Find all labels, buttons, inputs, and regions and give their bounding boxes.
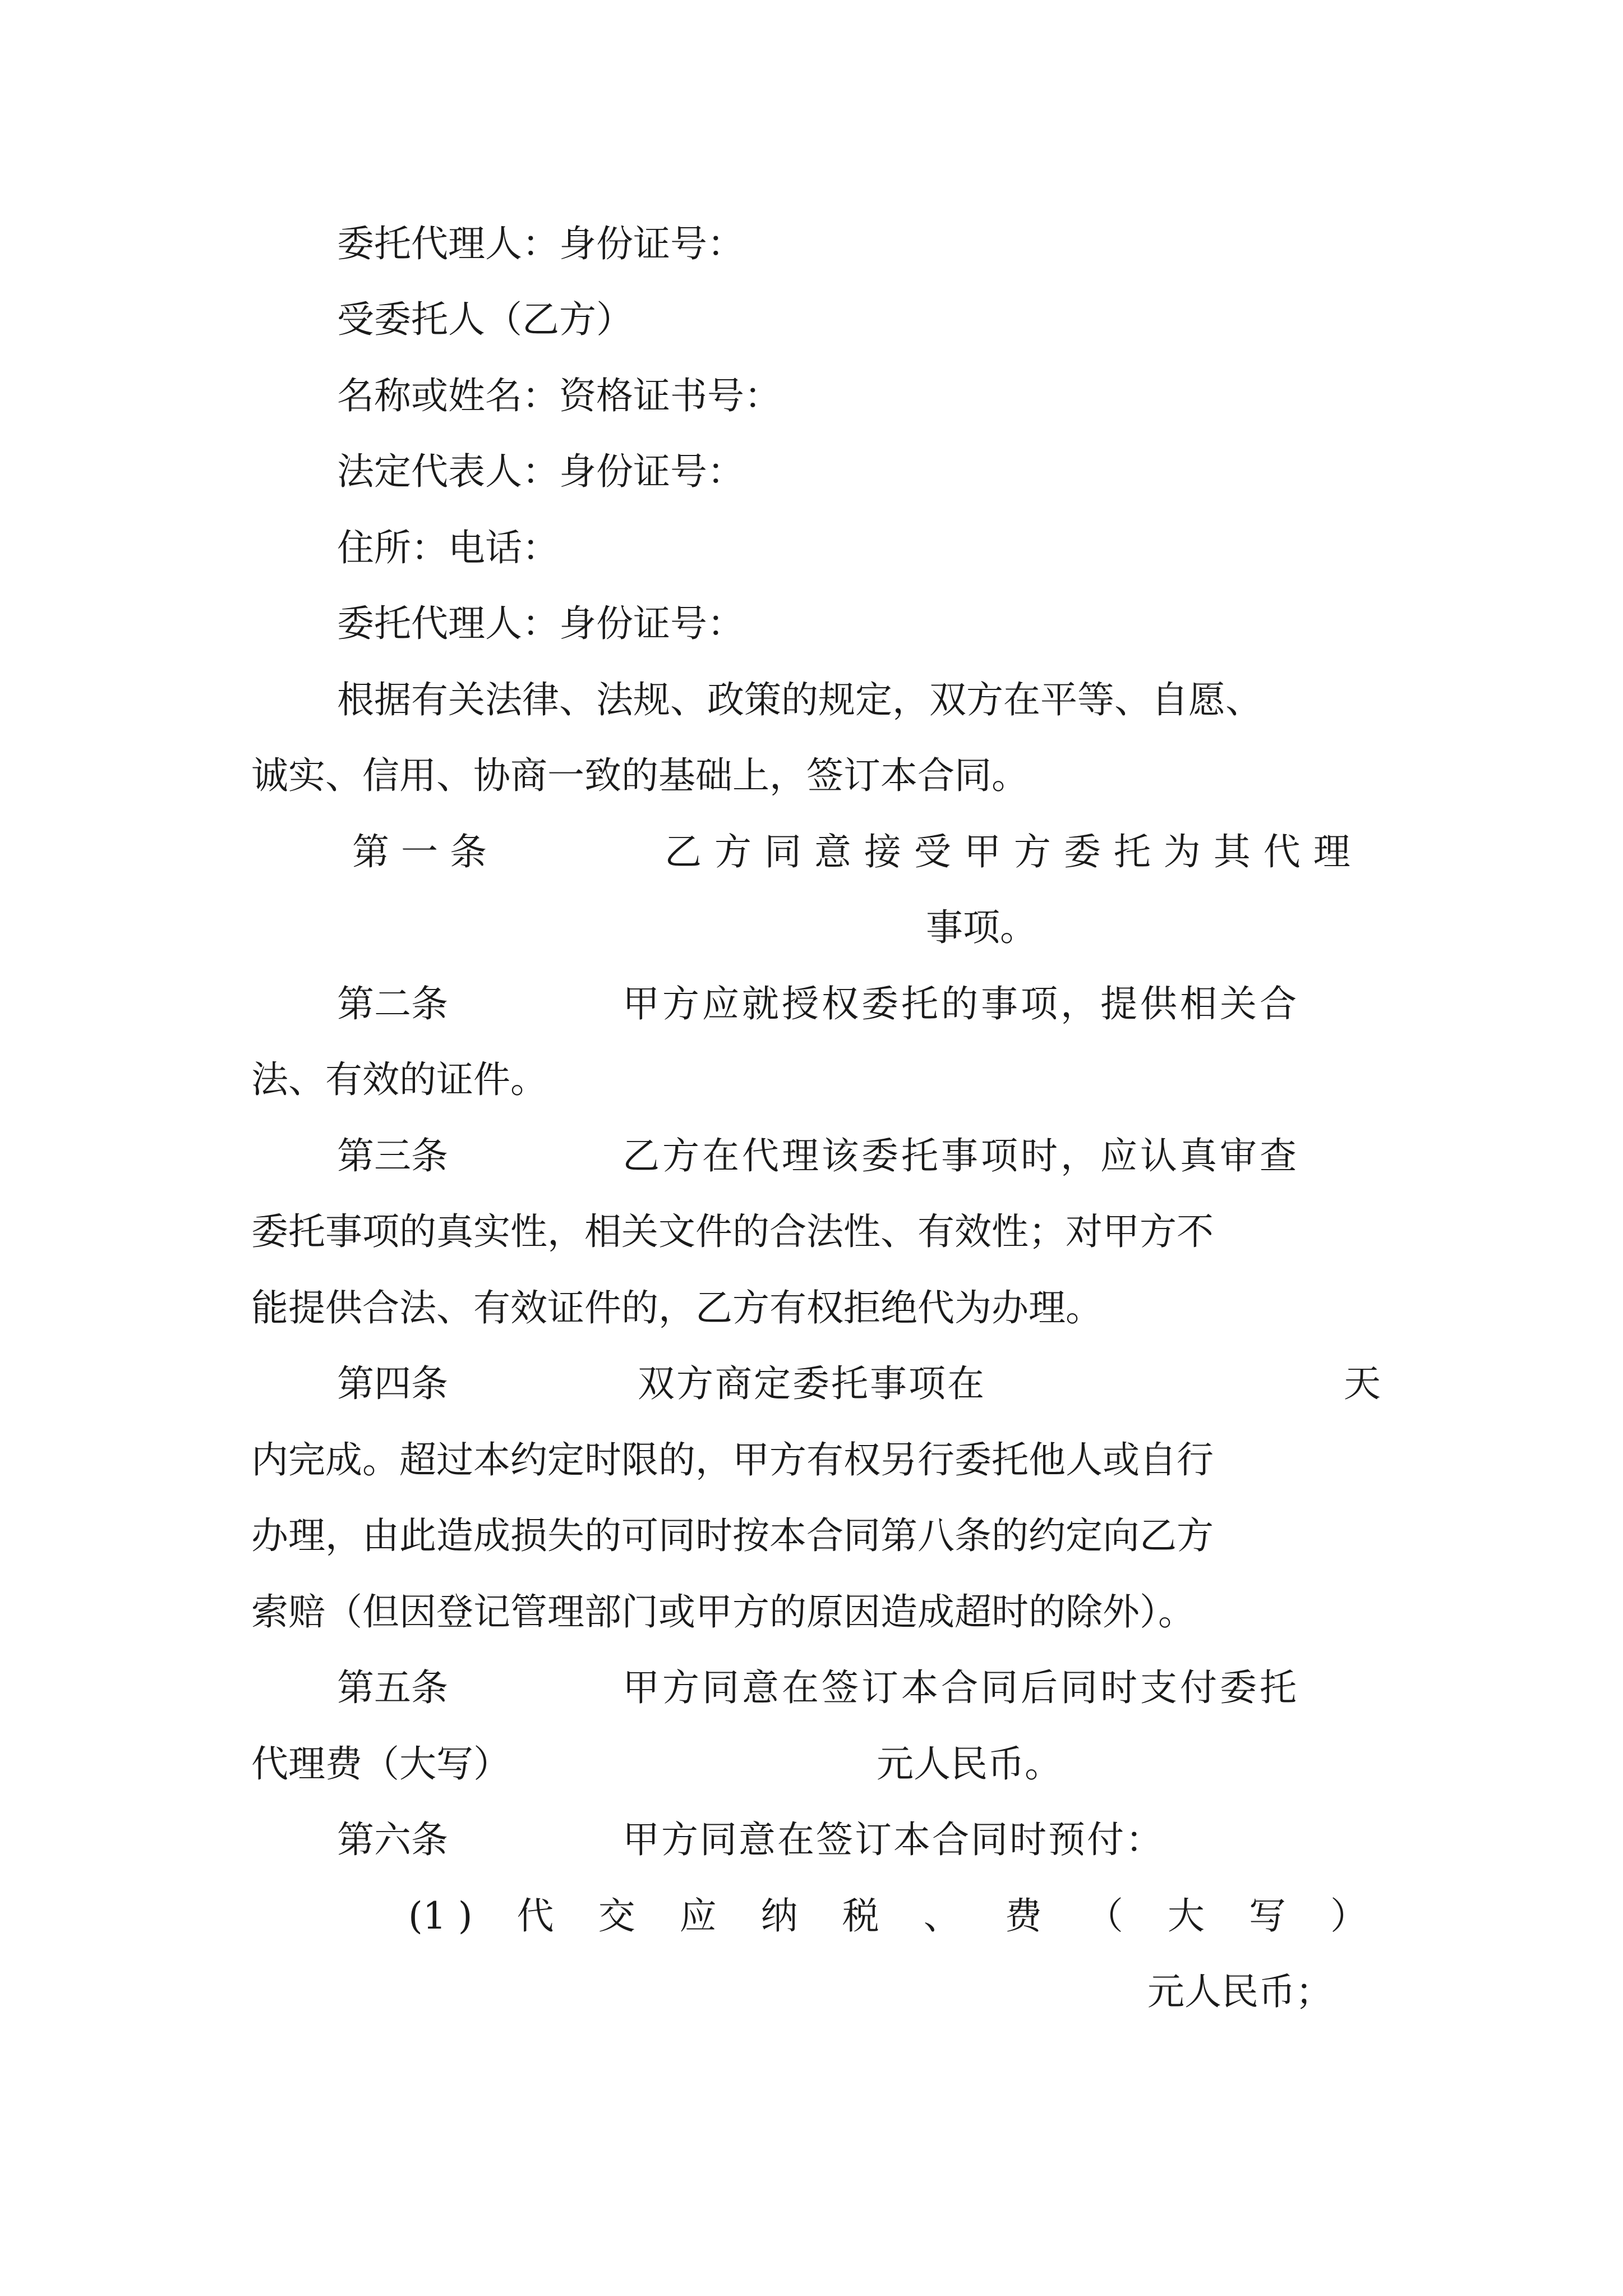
article-6-text: 甲方同意在签订本合同时预付： <box>623 1818 1164 1861</box>
item-1-part: 代 <box>517 1894 554 1938</box>
item-1-part: 应 <box>679 1894 717 1938</box>
item-1-part: ） <box>1330 1894 1367 1938</box>
article-6-label: 第六条 <box>337 1818 448 1861</box>
article-4-line-3: 办理，由此造成损失的可同时按本合同第八条的约定向乙方 <box>251 1514 1214 1557</box>
item-1-part: 大 <box>1167 1894 1205 1938</box>
article-4-days: 天 <box>1344 1362 1381 1405</box>
article-5-text: 甲方同意在签订本合同后同时支付委托 <box>623 1666 1299 1709</box>
agent-id-line-2: 委托代理人：身份证号： <box>337 602 744 645</box>
party-b-heading: 受委托人（乙方） <box>337 298 633 341</box>
item-1-part: 、 <box>923 1894 961 1938</box>
item-1-part: 纳 <box>760 1894 798 1938</box>
address-phone-line: 住所：电话： <box>337 526 559 569</box>
preamble-line-2: 诚实、信用、协商一致的基础上，签订本合同。 <box>251 754 1029 797</box>
preamble-text-1: 根据有关法律、法规、政策的规定，双方在平等、自愿、 <box>337 678 1262 721</box>
article-2-label: 第二条 <box>337 982 448 1025</box>
article-1-text: 乙 方 同 意 接 受 甲 方 委 托 为 其 代 理 <box>665 830 1351 873</box>
article-4-label: 第四条 <box>337 1362 448 1405</box>
item-1-line <box>408 1894 1367 1939</box>
article-3-label: 第三条 <box>337 1134 448 1177</box>
name-cert-line: 名称或姓名：资格证书号： <box>337 374 781 417</box>
article-3-text: 乙方在代理该委托事项时，应认真审查 <box>623 1134 1299 1177</box>
item-1-part: 费 <box>1004 1894 1042 1938</box>
item-1-part: 税 <box>842 1894 879 1938</box>
article-3-line-3: 能提供合法、有效证件的，乙方有权拒绝代为办理。 <box>251 1286 1103 1329</box>
item-1-continuation: 元人民币； <box>1147 1970 1332 2013</box>
article-5-fee-label: 代理费（大写） <box>251 1742 510 1786</box>
article-1-continuation: 事项。 <box>926 906 1037 949</box>
item-1-part: 交 <box>598 1894 635 1938</box>
article-5-label: 第五条 <box>337 1666 448 1709</box>
preamble-line-1 <box>337 678 1381 723</box>
item-1-part: 写 <box>1248 1894 1286 1938</box>
article-3-line-2: 委托事项的真实性，相关文件的合法性、有效性；对甲方不 <box>251 1210 1214 1253</box>
article-2-text: 甲方应就授权委托的事项，提供相关合 <box>623 982 1299 1025</box>
item-1-part: (1 ) <box>408 1894 473 1938</box>
article-1-label: 第 一 条 <box>352 830 487 873</box>
item-1-part: （ <box>1086 1894 1123 1938</box>
article-4-text: 双方商定委托事项在 <box>638 1362 986 1405</box>
article-4-line-4: 索赔（但因登记管理部门或甲方的原因造成超时的除外）。 <box>251 1590 1195 1634</box>
article-2-continuation: 法、有效的证件。 <box>251 1058 547 1101</box>
agent-id-line-1: 委托代理人：身份证号： <box>337 222 744 265</box>
legal-rep-line: 法定代表人：身份证号： <box>337 450 744 493</box>
article-4-line-2: 内完成。超过本约定时限的，甲方有权另行委托他人或自行 <box>251 1438 1214 1481</box>
article-5-fee-unit: 元人民币。 <box>877 1742 1062 1786</box>
